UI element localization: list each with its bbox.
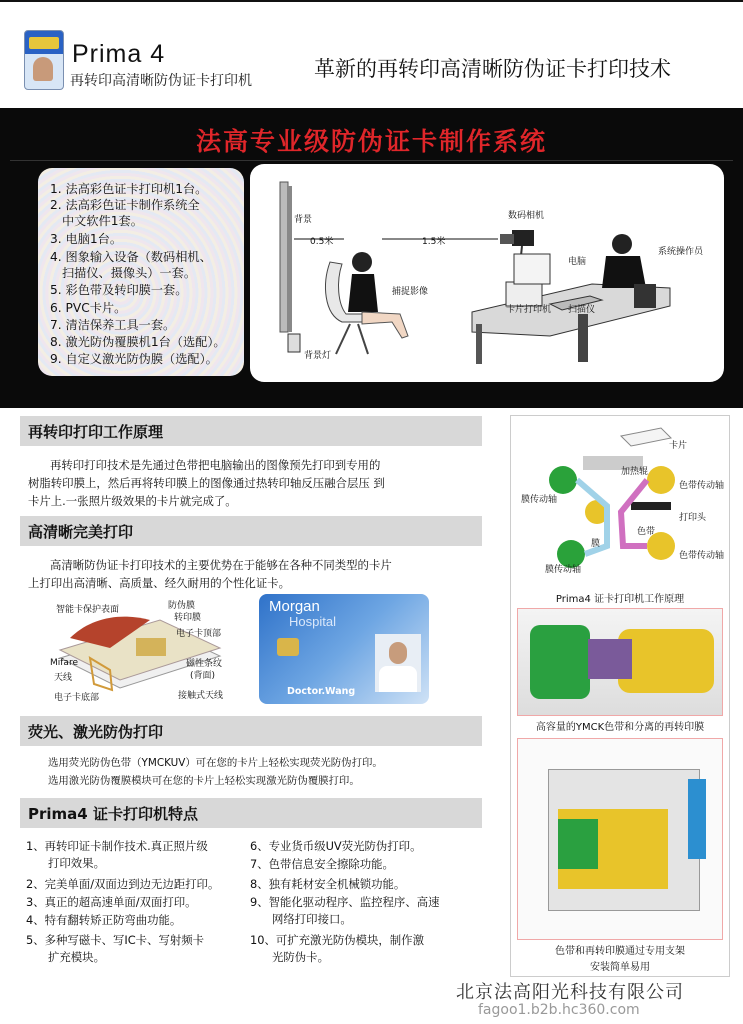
- logo-stripe: [29, 37, 59, 49]
- paragraph-line: 选用荧光防伪色带（YMCKUV）可在您的卡片上轻松实现荧光防伪打印。: [48, 757, 383, 769]
- section-title: Prima4 证卡打印机特点: [28, 805, 198, 823]
- feature-item: 8、独有耗材安全机械锁功能。: [250, 877, 406, 891]
- feature-item: 4、特有翻转矫正防弯曲功能。: [26, 913, 182, 927]
- section-title: 再转印打印工作原理: [28, 423, 164, 441]
- list-item: 4. 图象输入设备（数码相机、: [50, 250, 212, 264]
- card-holder-name: Doctor.Wang: [287, 686, 356, 697]
- right-illustration-column: [510, 415, 730, 977]
- label-anti-fake: 防伪膜: [168, 601, 196, 611]
- feature-item: 打印效果。: [48, 856, 105, 870]
- label-film: 膜: [591, 539, 601, 549]
- list-item: 中文软件1套。: [62, 214, 143, 228]
- label-top: 电子卡顶部: [176, 629, 222, 639]
- company-name: 北京法高阳光科技有限公司: [456, 982, 684, 1003]
- label-smart-layer: 智能卡保护表面: [56, 605, 120, 615]
- section-header-features: [20, 798, 482, 828]
- label-ribbon-shaft: 色带传动轴: [679, 481, 725, 491]
- component-list-panel: [38, 168, 244, 376]
- section-title: 高清晰完美打印: [28, 523, 134, 541]
- green-cartridge: [530, 625, 590, 699]
- label-antenna: 天线: [54, 673, 73, 683]
- card-photo: [375, 634, 421, 692]
- label-operator: 系统操作员: [658, 247, 704, 257]
- label-contact: 接触式天线: [178, 691, 224, 701]
- section-header-retransfer: [20, 416, 482, 446]
- list-item: 扫描仪、摄像头）一套。: [62, 266, 197, 280]
- label-distance-2: 1.5米: [422, 237, 446, 247]
- caption-printer-a: 色带和再转印膜通过专用支架: [555, 946, 685, 957]
- feature-item: 网络打印接口。: [272, 912, 352, 926]
- paragraph-line: 上打印出高清晰、高质量、经久耐用的个性化证卡。: [28, 576, 290, 590]
- list-item: 2. 法高彩色证卡制作系统全: [50, 198, 200, 212]
- product-name: Prima 4: [72, 40, 166, 68]
- feature-item: 扩充模块。: [48, 950, 105, 964]
- banner-divider: [10, 160, 733, 161]
- printer-green-holder: [558, 819, 598, 869]
- printer-side-panel: [688, 779, 706, 859]
- paragraph-line: 卡片上.一张照片级效果的卡片就完成了。: [28, 494, 237, 508]
- label-mifare: Mifare: [50, 658, 78, 668]
- list-item: 7. 清洁保养工具一套。: [50, 318, 176, 332]
- label-ribbon: 色带: [637, 527, 656, 537]
- card-layers-illustration: [50, 598, 245, 704]
- label-film-shaft: 膜传动轴: [521, 495, 558, 505]
- label-mag-stripe-back: (背面): [190, 671, 216, 681]
- headline: 革新的再转印高清晰防伪证卡打印技术: [314, 57, 671, 81]
- label-card-printer: 卡片打印机: [506, 305, 552, 315]
- card-chip: [277, 638, 299, 656]
- label-computer: 电脑: [568, 257, 587, 267]
- feature-item: 7、色带信息安全擦除功能。: [250, 857, 394, 871]
- card-org-2: Hospital: [289, 614, 336, 629]
- label-background: 背景: [294, 215, 313, 225]
- banner-title: 法高专业级防伪证卡制作系统: [195, 127, 547, 156]
- list-item: 3. 电脑1台。: [50, 232, 123, 246]
- section-title: 荧光、激光防伪打印: [28, 723, 164, 741]
- caption-working-principle: Prima4 证卡打印机工作原理: [555, 594, 685, 605]
- feature-item: 6、专业货币级UV荧光防伪打印。: [250, 839, 422, 853]
- feature-item: 5、多种写磁卡、写IC卡、写射频卡: [26, 933, 205, 947]
- section-header-laser: [20, 716, 482, 746]
- list-item: 9. 自定义激光防伪膜（选配）。: [50, 352, 218, 366]
- card-org: Morgan: [269, 598, 320, 615]
- label-distance-1: 0.5米: [310, 237, 334, 247]
- card-photo-face: [389, 642, 407, 664]
- sample-id-card: [259, 594, 429, 704]
- label-mag-stripe: 磁性条纹: [186, 659, 223, 669]
- label-scanner: 扫描仪: [568, 305, 596, 315]
- label-ribbon-shaft-2: 色带传动轴: [679, 551, 725, 561]
- paragraph-line: 树脂转印膜上，然后再将转印膜上的图像通过热转印轴反压融合层压 到: [28, 476, 385, 490]
- caption-printer-b: 安装简单易用: [590, 962, 650, 973]
- list-item: 6. PVC卡片。: [50, 301, 127, 315]
- paragraph-line: 高清晰防伪证卡打印技术的主要优势在于能够在各种不同类型的卡片: [50, 558, 392, 572]
- feature-item: 9、智能化驱动程序、监控程序、高速: [250, 895, 440, 909]
- yellow-cartridge: [618, 629, 714, 693]
- list-item: 1. 法高彩色证卡打印机1台。: [50, 182, 208, 196]
- product-subtitle: 再转印高清晰防伪证卡打印机: [70, 73, 252, 89]
- printer-photo: [517, 738, 723, 940]
- label-print-head: 打印头: [679, 513, 707, 523]
- list-item: 8. 激光防伪覆膜机1台（选配）。: [50, 335, 226, 349]
- logo-portrait: [33, 57, 53, 81]
- website-url: fagoo1.b2b.hc360.com: [478, 1002, 640, 1018]
- section-header-hd: [20, 516, 482, 546]
- ribbon-roll: [588, 639, 632, 679]
- feature-item: 光防伪卡。: [272, 950, 329, 964]
- paragraph-line: 选用激光防伪覆膜模块可在您的卡片上轻松实现激光防伪覆膜打印。: [48, 775, 360, 787]
- feature-item: 10、可扩充激光防伪模块，制作激: [250, 933, 424, 947]
- top-rule: [0, 0, 743, 2]
- feature-item: 2、完美单面/双面边到边无边距打印。: [26, 877, 220, 891]
- label-bg-light: 背景灯: [304, 351, 332, 361]
- paragraph-line: 再转印打印技术是先通过色带把电脑输出的图像预先打印到专用的: [50, 458, 381, 472]
- card-photo-coat: [379, 666, 417, 692]
- label-camera: 数码相机: [508, 211, 545, 221]
- ribbon-cartridge-photo: [517, 608, 723, 716]
- label-card: 卡片: [669, 441, 688, 451]
- label-bottom: 电子卡底部: [54, 693, 100, 703]
- list-item: 5. 彩色带及转印膜一套。: [50, 283, 188, 297]
- product-card-logo: [24, 30, 64, 90]
- label-capture: 捕捉影像: [392, 287, 429, 297]
- label-film-shaft-2: 膜传动轴: [545, 565, 582, 575]
- label-transfer: 转印膜: [174, 613, 202, 623]
- label-heat-roller: 加热辊: [621, 467, 649, 477]
- feature-item: 3、真正的超高速单面/双面打印。: [26, 895, 197, 909]
- studio-setup-diagram: [250, 164, 724, 382]
- caption-ribbon: 高容量的YMCK色带和分离的再转印膜: [535, 722, 705, 733]
- feature-item: 1、再转印证卡制作技术.真正照片级: [26, 839, 208, 853]
